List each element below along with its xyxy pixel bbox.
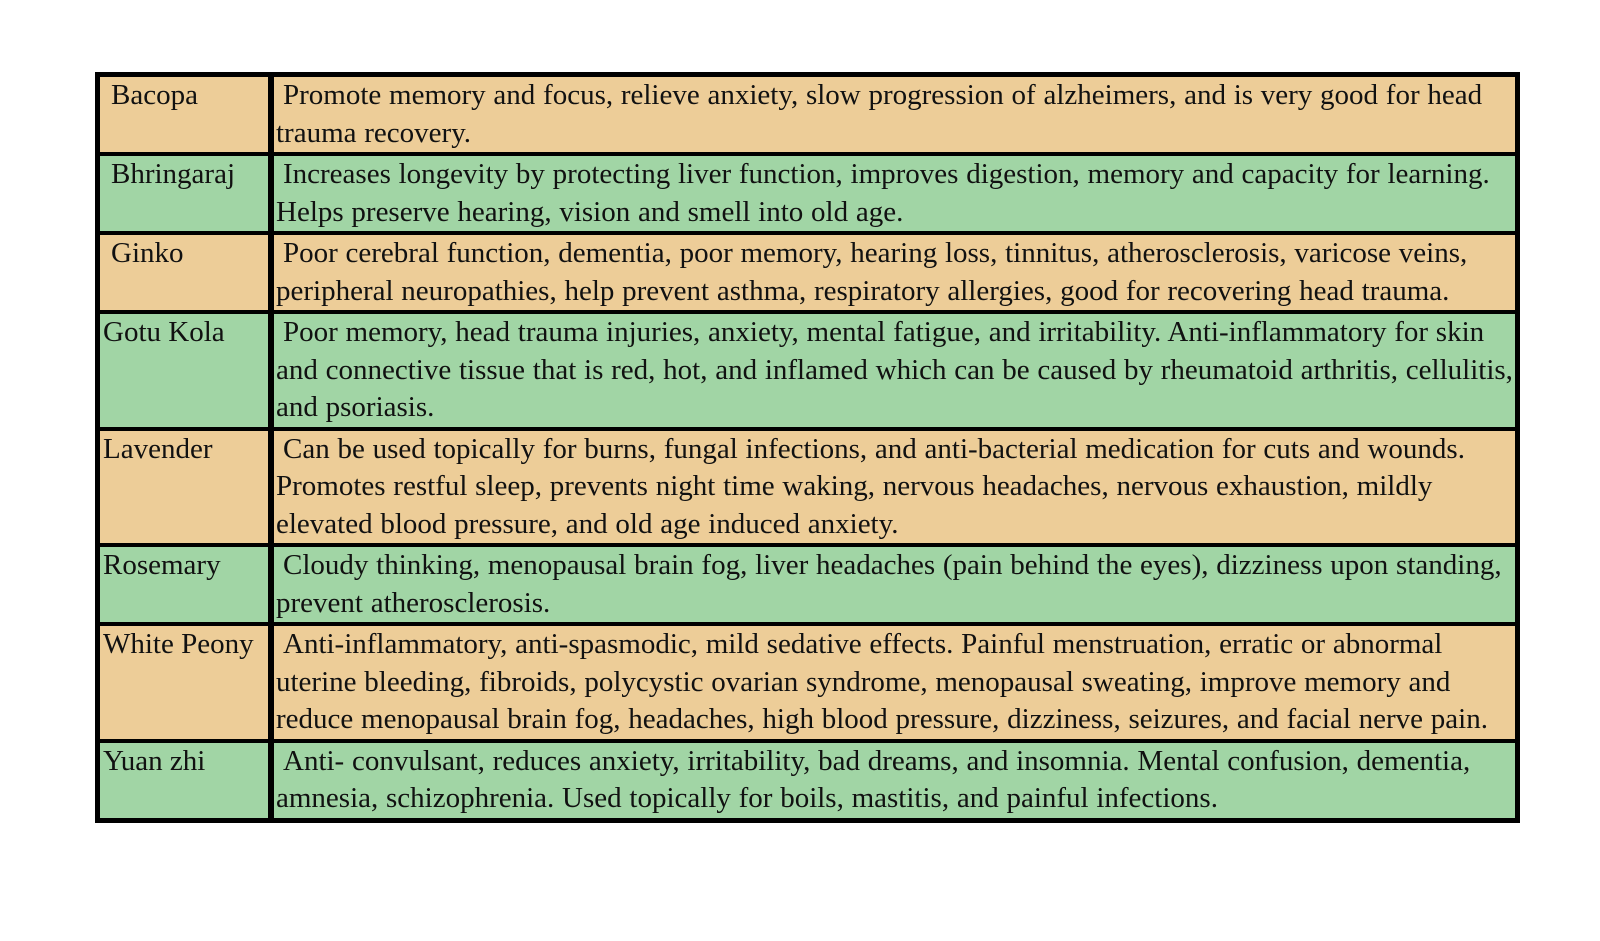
herb-description-cell: Increases longevity by protecting liver function, improves digestion, memory and capacity for learning. Helps preserve hearing, vision and smell into old age.	[274, 156, 1515, 231]
herb-description-cell: Cloudy thinking, menopausal brain fog, liver headaches (pain behind the eyes), dizziness upon standing, prevent atherosclerosis.	[274, 547, 1515, 622]
herb-name-cell: Ginko	[100, 235, 274, 310]
table-row	[100, 547, 1515, 626]
table-row	[100, 743, 1515, 818]
table-row	[100, 626, 1515, 743]
table-row	[100, 235, 1515, 314]
herb-name-cell: Rosemary	[100, 547, 274, 622]
herb-description-cell: Can be used topically for burns, fungal infections, and anti-bacterial medication for cuts and wounds. Promotes restful sleep, prevents night time waking, nervous headaches, nervous exhaustion, mildly elevated blood pressure, and old age induced anxiety.	[274, 431, 1515, 544]
herb-name-cell: Yuan zhi	[100, 743, 274, 818]
table-row	[100, 156, 1515, 235]
table-row	[100, 431, 1515, 548]
herb-description-cell: Anti- convulsant, reduces anxiety, irritability, bad dreams, and insomnia. Mental confusion, dementia, amnesia, schizophrenia. Used topically for boils, mastitis, and painful infections.	[274, 743, 1515, 818]
herb-name-cell: Bhringaraj	[100, 156, 274, 231]
table-row	[100, 77, 1515, 156]
herb-description-cell: Anti-inflammatory, anti-spasmodic, mild sedative effects. Painful menstruation, erratic or abnormal uterine bleeding, fibroids, polycystic ovarian syndrome, menopausal sweating, improve memory and reduce menopausal brain fog, headaches, high blood pressure, dizziness, seizures, and facial nerve pain.	[274, 626, 1515, 739]
herb-name-cell: Gotu Kola	[100, 314, 274, 427]
herb-name-cell: White Peony	[100, 626, 274, 739]
herb-name-cell: Bacopa	[100, 77, 274, 152]
herb-table	[95, 72, 1520, 823]
herb-description-cell: Poor memory, head trauma injuries, anxiety, mental fatigue, and irritability. Anti-inflammatory for skin and connective tissue that is red, hot, and inflamed which can be caused by rheumatoid arthritis, cellulitis, and psoriasis.	[274, 314, 1515, 427]
herb-description-cell: Promote memory and focus, relieve anxiety, slow progression of alzheimers, and is very good for head trauma recovery.	[274, 77, 1515, 152]
table-row	[100, 314, 1515, 431]
herb-name-cell: Lavender	[100, 431, 274, 544]
herb-description-cell: Poor cerebral function, dementia, poor memory, hearing loss, tinnitus, atherosclerosis, varicose veins, peripheral neuropathies, help prevent asthma, respiratory allergies, good for recovering head trauma.	[274, 235, 1515, 310]
